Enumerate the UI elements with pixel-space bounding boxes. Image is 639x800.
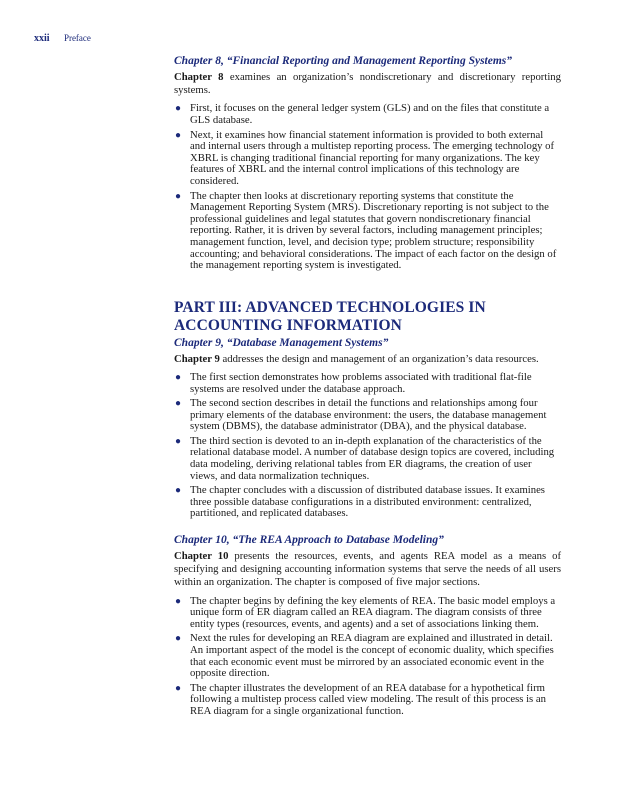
page-number: xxii bbox=[34, 33, 50, 44]
part-3-heading-line2: ACCOUNTING INFORMATION bbox=[174, 316, 402, 334]
chapter-8-bullets bbox=[174, 103, 561, 271]
chapter-9-intro-bold: Chapter 9 bbox=[174, 352, 220, 365]
chapter-9-heading: Chapter 9, “Database Management Systems” bbox=[174, 336, 389, 349]
chapter-9-intro-text: addresses the design and management of an organization’s data resources. bbox=[219, 352, 539, 365]
running-head: Preface bbox=[63, 33, 91, 43]
chapter-9-bullets bbox=[174, 372, 561, 520]
chapter-8-intro bbox=[174, 71, 561, 97]
bullet-icon: ● bbox=[175, 435, 182, 447]
chapter-9-intro bbox=[174, 353, 561, 366]
bullet-icon: ● bbox=[175, 682, 182, 694]
part-3-heading bbox=[174, 299, 561, 335]
list-item: ● The first section demonstrates how problems associated with traditional flat-file systems are resolved under the database approach. bbox=[175, 370, 532, 395]
chapter-10-intro bbox=[174, 550, 561, 590]
bullet-icon: ● bbox=[175, 371, 182, 383]
bullet-icon: ● bbox=[175, 103, 182, 115]
bullet-icon: ● bbox=[175, 633, 182, 645]
bullet-icon: ● bbox=[175, 190, 182, 202]
chapter-8-intro-bold: Chapter 8 bbox=[174, 71, 224, 83]
chapter-8-intro-text: examines an organization’s nondiscretionary and discretionary reporting systems. bbox=[174, 71, 561, 97]
chapter-10-intro-bold: Chapter 10 bbox=[174, 550, 229, 563]
chapter-10-intro-text: presents the resources, events, and agents REA model as a means of specifying and designing accounting information systems that serve the needs of all users within an organization. The chapter is composed of five major sections. bbox=[174, 550, 561, 589]
list-item: ● The chapter begins by defining the key elements of REA. The basic model employs a unique form of ER diagram called an REA diagram. The diagram consists of three entity types (resources, events, and agents) and a set of associations linking them. bbox=[175, 594, 556, 630]
bullet-icon: ● bbox=[175, 595, 182, 607]
part-3-section bbox=[174, 299, 561, 520]
chapter-8-heading: Chapter 8, “Financial Reporting and Management Reporting Systems” bbox=[174, 55, 513, 67]
part-3-heading-line1: PART III: ADVANCED TECHNOLOGIES IN bbox=[174, 298, 486, 316]
list-item: ● The chapter then looks at discretionary reporting systems that constitute the Management Reporting System (MRS). Discretionary reporting is not subject to the professional guidelines and legal statutes that govern nondiscretionary financial reporting. Rather, it is driven by several factors, including management principles; management function, level, and decision type; problem structure; responsibility accounting; and behavioral considerations. The impact of each factor on the design of the management reporting system is investigated. bbox=[175, 189, 557, 272]
page-content bbox=[174, 54, 561, 721]
list-item: ● Next the rules for developing an REA diagram are explained and illustrated in detail. An important aspect of the model is the concept of economic duality, which specifies that each economic event must be mirrored by an associated economic event in the opposite direction. bbox=[175, 632, 554, 680]
list-item: ● Next, it examines how financial statement information is provided to both external and internal users through a multistep reporting process. The emerging technology of XBRL is changing traditional financial reporting for many organizations. The key features of XBRL and the internal control implications of this technology are considered. bbox=[175, 128, 555, 187]
chapter-10-heading: Chapter 10, “The REA Approach to Database Modeling” bbox=[174, 534, 444, 547]
chapter-8-section bbox=[174, 54, 561, 272]
chapter-10-bullets bbox=[174, 596, 561, 718]
bullet-icon: ● bbox=[175, 398, 182, 410]
chapter-10-section bbox=[174, 533, 561, 718]
bullet-icon: ● bbox=[175, 129, 182, 141]
page-header bbox=[34, 33, 91, 47]
list-item: ● The chapter concludes with a discussion of distributed database issues. It examines three possible database configurations in a distributed environment: centralized, partitioned, and replicated databases. bbox=[175, 484, 545, 520]
bullet-icon: ● bbox=[175, 485, 182, 497]
list-item: ● First, it focuses on the general ledger system (GLS) and on the files that constitute a GLS database. bbox=[175, 102, 550, 126]
list-item: ● The chapter illustrates the development of an REA database for a hypothetical firm following a multistep process called view modeling. The result of this process is an REA diagram for a single organizational function. bbox=[175, 681, 546, 717]
list-item: ● The second section describes in detail the functions and relationships among four primary elements of the database environment: the users, the database management system (DBMS), the database administrator (DBA), and the physical database. bbox=[175, 397, 547, 433]
list-item: ● The third section is devoted to an in-depth explanation of the characteristics of the relational database model. A number of database design topics are covered, including data modeling, deriving relational tables from ER diagrams, the creation of user views, and data normalization techniques. bbox=[175, 434, 555, 482]
